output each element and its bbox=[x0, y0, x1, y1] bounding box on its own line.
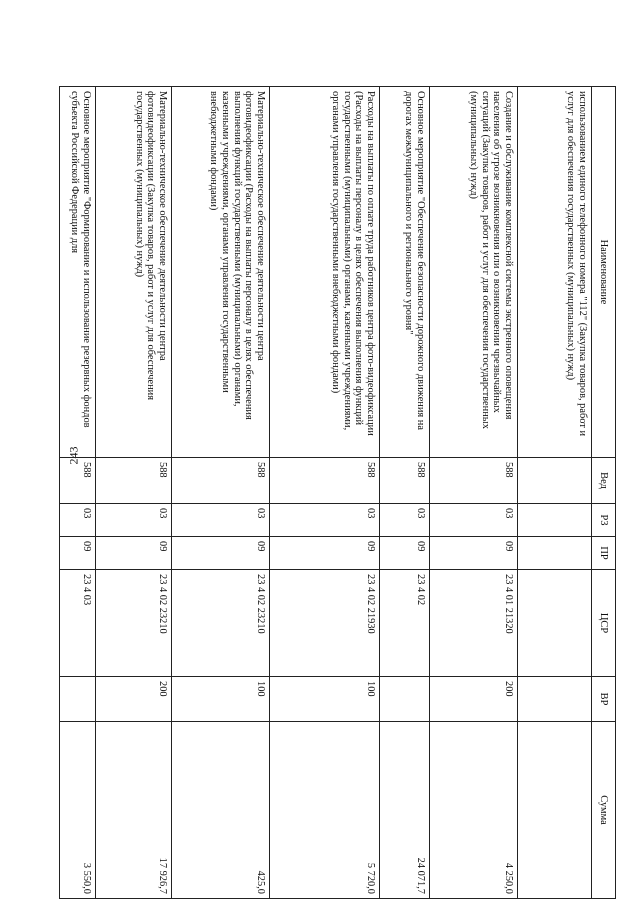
table-row bbox=[60, 87, 96, 899]
row-csr bbox=[518, 570, 592, 677]
row-sum: 17 926,7 bbox=[96, 722, 172, 899]
row-name: Основное мероприятие "Формирование и использование резервных фондов субъекта Российской Федерации для bbox=[60, 87, 96, 458]
row-pr: 09 bbox=[270, 537, 380, 570]
header-pr: ПР bbox=[592, 537, 616, 570]
header-name: Наименование bbox=[592, 87, 616, 458]
row-sum: 425,0 bbox=[172, 722, 270, 899]
row-ved: 588 bbox=[380, 458, 430, 504]
row-vr: 200 bbox=[96, 677, 172, 722]
row-name: Расходы на выплаты по оплате труда работников центра фото-видеофиксации (Расходы на выплаты персоналу в целях обеспечения выполнения функций государственными (муниципальными) органами, казенными учреждениями, органами управления государственными внебюджетными фондами) bbox=[270, 87, 380, 458]
row-rz: 03 bbox=[270, 504, 380, 537]
budget-table bbox=[59, 86, 616, 899]
row-pr: 09 bbox=[430, 537, 518, 570]
row-vr: 200 bbox=[430, 677, 518, 722]
row-csr: 23 4 01 21320 bbox=[430, 570, 518, 677]
header-sum: Сумма bbox=[592, 722, 616, 899]
row-vr bbox=[380, 677, 430, 722]
row-rz bbox=[518, 504, 592, 537]
table-row bbox=[430, 87, 518, 899]
row-sum: 5 720,0 bbox=[270, 722, 380, 899]
header-rz: РЗ bbox=[592, 504, 616, 537]
table-row bbox=[270, 87, 380, 899]
row-ved: 588 bbox=[430, 458, 518, 504]
row-rz: 03 bbox=[430, 504, 518, 537]
row-sum: 24 071,7 bbox=[380, 722, 430, 899]
row-csr: 23 4 02 23210 bbox=[96, 570, 172, 677]
row-csr: 23 4 02 bbox=[380, 570, 430, 677]
table-row bbox=[518, 87, 592, 899]
row-pr: 09 bbox=[60, 537, 96, 570]
header-csr: ЦСР bbox=[592, 570, 616, 677]
row-rz: 03 bbox=[380, 504, 430, 537]
row-pr: 09 bbox=[96, 537, 172, 570]
row-vr bbox=[518, 677, 592, 722]
row-pr: 09 bbox=[380, 537, 430, 570]
row-ved: 588 bbox=[172, 458, 270, 504]
row-sum bbox=[518, 722, 592, 899]
page-number: 243 bbox=[66, 446, 81, 465]
row-csr: 23 4 02 23210 bbox=[172, 570, 270, 677]
row-csr: 23 4 03 bbox=[60, 570, 96, 677]
header-vr: ВР bbox=[592, 677, 616, 722]
table-row bbox=[380, 87, 430, 899]
table-header-row bbox=[592, 87, 616, 899]
row-ved: 588 bbox=[96, 458, 172, 504]
row-pr bbox=[518, 537, 592, 570]
table-row bbox=[172, 87, 270, 899]
row-pr: 09 bbox=[172, 537, 270, 570]
header-ved: Вед bbox=[592, 458, 616, 504]
row-vr bbox=[60, 677, 96, 722]
row-ved: 588 bbox=[270, 458, 380, 504]
row-vr: 100 bbox=[172, 677, 270, 722]
row-sum: 4 250,0 bbox=[430, 722, 518, 899]
row-rz: 03 bbox=[60, 504, 96, 537]
row-name: Материально-техническое обеспечение деятельности центра фотовидеофиксации (Закупка товаров, работ и услуг для обеспечения государственных (муниципальных) нужд) bbox=[96, 87, 172, 458]
row-rz: 03 bbox=[172, 504, 270, 537]
row-vr: 100 bbox=[270, 677, 380, 722]
row-name: использованием единого телефонного номера "112" (Закупка товаров, работ и услуг для обеспечения государственных (муниципальных) нужд) bbox=[518, 87, 592, 458]
row-ved: 588 bbox=[60, 458, 96, 504]
row-rz: 03 bbox=[96, 504, 172, 537]
row-name: Создание и обслуживание комплексной системы экстренного оповещения населения об угрозе возникновения или о возникновении чрезвычайных ситуаций (Закупка товаров, работ и услуг для обеспечения государственных (муниципальных) нужд) bbox=[430, 87, 518, 458]
row-name: Материально-техническое обеспечение деятельности центра фотовидеофиксации (Расходы на выплаты персоналу в целях обеспечения выполнения функций государственными (муниципальными) органами, казенными учреждениями, органами управления государственными внебюджетными фондами) bbox=[172, 87, 270, 458]
row-sum: 3 550,0 bbox=[60, 722, 96, 899]
row-csr: 23 4 02 21930 bbox=[270, 570, 380, 677]
table-row bbox=[96, 87, 172, 899]
row-ved bbox=[518, 458, 592, 504]
row-name: Основное мероприятие "Обеспечение безопасности дорожного движения на дорогах межмуниципального и регионального уровня" bbox=[380, 87, 430, 458]
